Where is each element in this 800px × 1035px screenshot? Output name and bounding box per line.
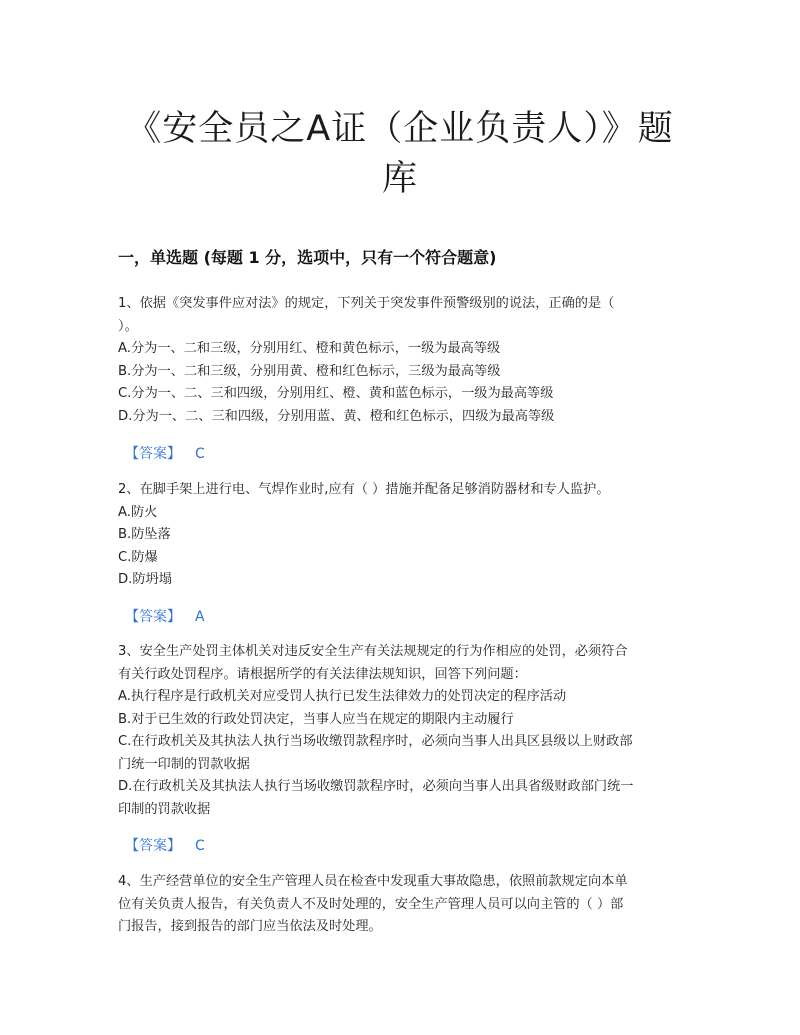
option-c: C.分为一、二、三和四级，分别用红、橙、黄和蓝色标示，一级为最高等级 xyxy=(118,386,554,401)
question-text: 3、安全生产处罚主体机关对违反安全生产有关法规规定的行为作相应的处罚，必须符合 xyxy=(118,644,628,659)
answer-value: C xyxy=(195,446,205,462)
question-3 xyxy=(118,641,680,821)
question-1 xyxy=(118,293,680,428)
option-a: A.分为一、二和三级，分别用红、橙和黄色标示，一级为最高等级 xyxy=(118,341,501,356)
section-heading: 一，单选题 (每题 1 分，选项中，只有一个符合题意) xyxy=(118,248,497,267)
question-text: 位有关负责人报告，有关负责人不及时处理的，安全生产管理人员可以向主管的（ ）部 xyxy=(118,896,624,912)
option-d: D.防坍塌 xyxy=(118,572,172,587)
question-4 xyxy=(118,871,680,939)
answer-2 xyxy=(125,606,205,626)
question-text: 有关行政处罚程序。请根据所学的有关法律法规知识，回答下列问题： xyxy=(118,666,527,682)
answer-label: 【答案】 xyxy=(125,609,181,625)
title-line-2: 库 xyxy=(381,159,418,199)
option-b: B.分为一、二和三级，分别用黄、橙和红色标示，三级为最高等级 xyxy=(118,363,501,379)
option-a: A.执行程序是行政机关对应受罚人执行已发生法律效力的处罚决定的程序活动 xyxy=(118,689,567,704)
answer-1 xyxy=(125,443,205,463)
option-d-cont: 印制的罚款收据 xyxy=(118,801,211,817)
option-d: D.在行政机关及其执法人执行当场收缴罚款程序时，必须向当事人出具省级财政部门统一 xyxy=(118,779,634,794)
question-text: 门报告，接到报告的部门应当依法及时处理。 xyxy=(118,919,382,934)
option-c: C.防爆 xyxy=(118,549,158,565)
question-text: 2、在脚手架上进行电、气焊作业时,应有（ ）措施并配备足够消防器材和专人监护。 xyxy=(118,482,610,497)
option-d: D.分为一、二、三和四级，分别用蓝、黄、橙和红色标示，四级为最高等级 xyxy=(118,408,555,424)
answer-label: 【答案】 xyxy=(125,446,181,462)
question-2 xyxy=(118,479,680,592)
answer-value: A xyxy=(195,609,205,625)
question-text: 4、生产经营单位的安全生产管理人员在检查中发现重大事故隐患，依照前款规定向本单 xyxy=(118,874,628,889)
title-line-1: 《安全员之A证（企业负责人）》题 xyxy=(126,109,674,149)
option-b: B.对于已生效的行政处罚决定，当事人应当在规定的期限内主动履行 xyxy=(118,711,514,727)
question-text: 1、依据《突发事件应对法》的规定，下列关于突发事件预警级别的说法，正确的是（ xyxy=(118,296,615,311)
answer-value: C xyxy=(195,838,205,854)
option-b: B.防坠落 xyxy=(118,527,171,542)
document-title xyxy=(100,104,700,204)
option-c: C.在行政机关及其执法人执行当场收缴罚款程序时，必须向当事人出具区县级以上财政部 xyxy=(118,734,633,749)
answer-label: 【答案】 xyxy=(125,838,181,854)
answer-3 xyxy=(125,835,205,855)
question-text: ）。 xyxy=(118,318,138,334)
option-c-cont: 门统一印制的罚款收据 xyxy=(118,756,250,772)
option-a: A.防火 xyxy=(118,504,158,520)
